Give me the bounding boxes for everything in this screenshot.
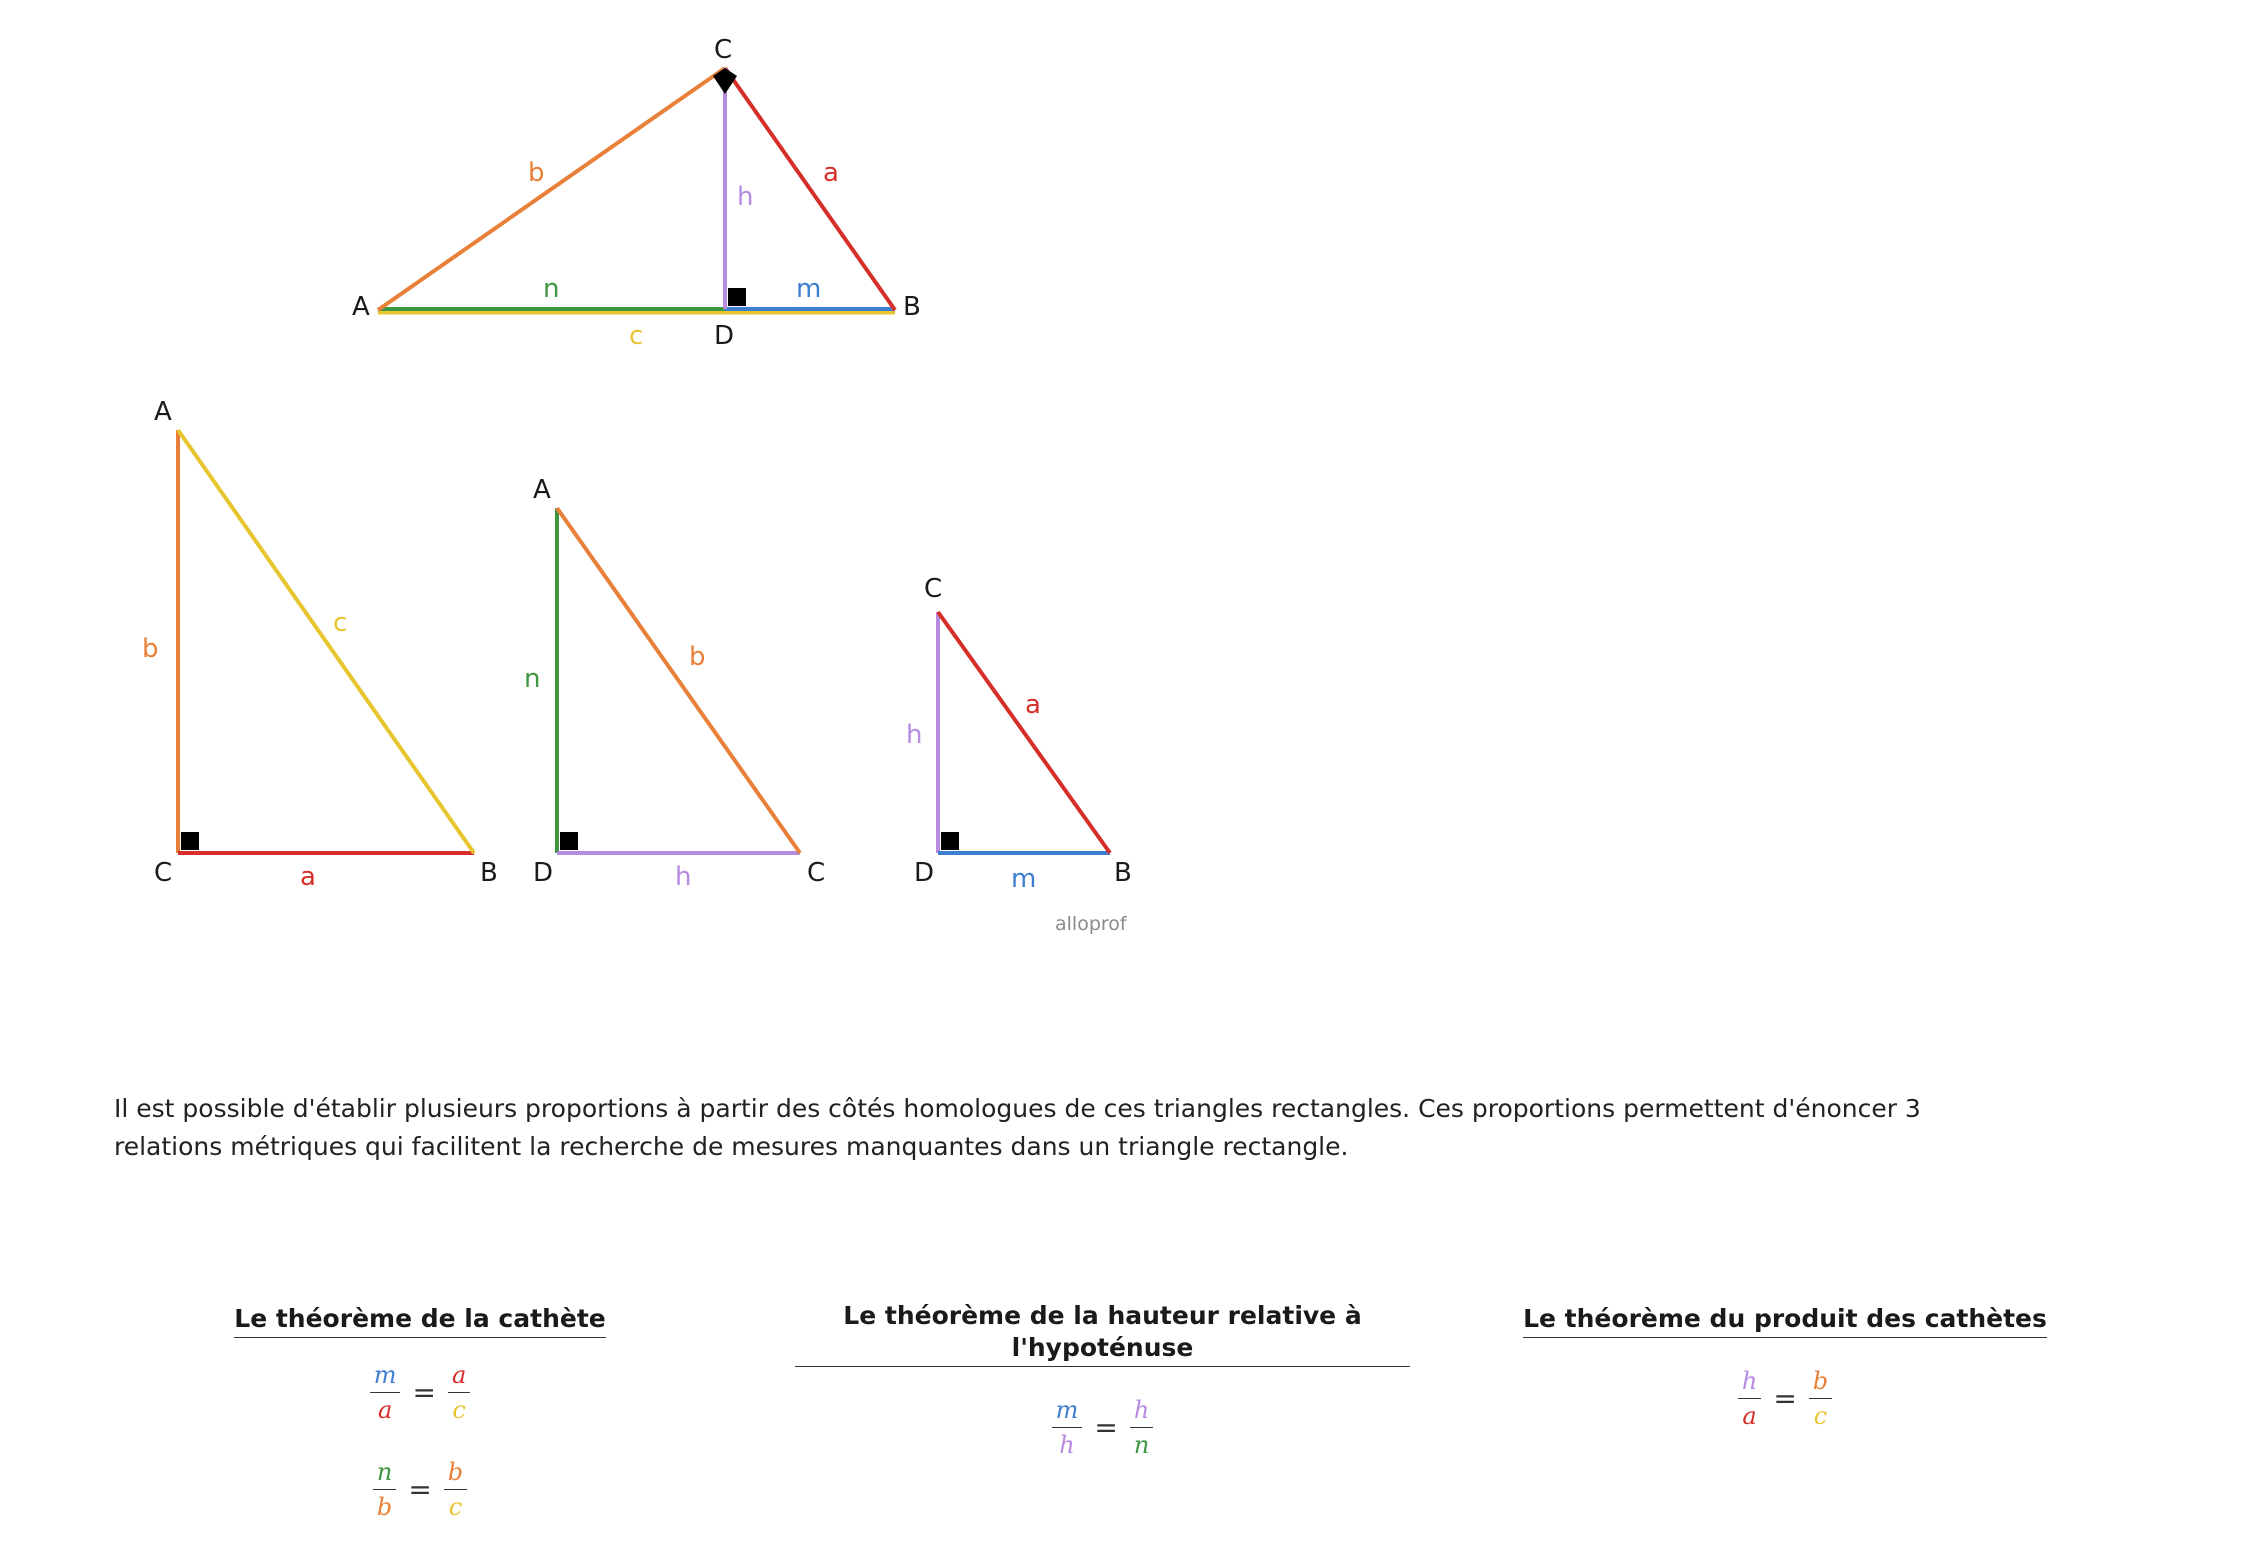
vertex-label-a: A xyxy=(352,292,370,322)
formula-block xyxy=(1520,1366,2050,1431)
formula-block xyxy=(200,1457,640,1522)
formula-n-b-equals-b-c: $\frac{n}{b}$ = $\frac{b}{c}$ xyxy=(369,1457,471,1522)
fraction-right: $\frac{b}{c}$ xyxy=(1809,1366,1832,1431)
side-label-c: c xyxy=(333,608,348,638)
fraction-right: $\frac{a}{c}$ xyxy=(448,1360,470,1425)
fraction-left: $\frac{m}{h}$ xyxy=(1052,1395,1083,1460)
fraction-right: $\frac{h}{n}$ xyxy=(1130,1395,1153,1460)
vertex-label-d: D xyxy=(714,321,735,351)
side-label-n: n xyxy=(543,274,560,304)
side-label-b: b xyxy=(528,158,545,188)
fraction-right: $\frac{b}{c}$ xyxy=(444,1457,467,1522)
right-angle-marker xyxy=(941,832,959,850)
theorem-cathete xyxy=(200,1303,640,1522)
theorem-title: Le théorème de la cathète xyxy=(234,1303,605,1338)
formula-m-h-equals-h-n: $\frac{m}{h}$ = $\frac{h}{n}$ xyxy=(1048,1395,1158,1460)
alloprof-watermark: alloprof xyxy=(1055,913,1127,935)
side-label-m: m xyxy=(796,274,822,304)
side-label-b: b xyxy=(689,642,706,672)
side-b-line xyxy=(557,508,800,853)
vertex-label-a: A xyxy=(154,397,172,427)
formula-h-a-equals-b-c: $\frac{h}{a}$ = $\frac{b}{c}$ xyxy=(1734,1366,1836,1431)
side-label-h: h xyxy=(737,182,754,212)
formula-m-a-equals-a-c: $\frac{m}{a}$ = $\frac{a}{c}$ xyxy=(366,1360,475,1425)
theorem-produit-catheses xyxy=(1520,1303,2050,1431)
vertex-label-c: C xyxy=(807,858,826,888)
side-label-a: a xyxy=(300,862,316,892)
side-label-c: c xyxy=(629,321,644,351)
vertex-label-d: D xyxy=(533,858,554,888)
vertex-label-a: A xyxy=(533,475,551,505)
formula-block xyxy=(795,1395,1410,1460)
side-label-n: n xyxy=(524,664,541,694)
formula-block xyxy=(200,1360,640,1425)
side-label-a: a xyxy=(1025,690,1041,720)
fraction-left: $\frac{h}{a}$ xyxy=(1738,1366,1761,1431)
theorem-hauteur xyxy=(795,1300,1410,1460)
side-a-line xyxy=(938,612,1110,853)
fraction-left: $\frac{n}{b}$ xyxy=(373,1457,396,1522)
side-label-a: a xyxy=(823,158,839,188)
triangle-acb xyxy=(142,397,498,892)
side-label-m: m xyxy=(1011,864,1037,894)
side-label-b: b xyxy=(142,634,159,664)
fraction-left: $\frac{m}{a}$ xyxy=(370,1360,401,1425)
side-c-line xyxy=(178,430,474,853)
main-triangle xyxy=(352,35,921,351)
triangle-adc xyxy=(524,475,825,892)
triangle-cdb xyxy=(906,574,1132,894)
vertex-label-c: C xyxy=(714,35,733,65)
intro-paragraph: Il est possible d'établir plusieurs proportions à partir des côtés homologues de ces triangles rectangles. Ces proportions permettent d'énoncer 3 relations métriques qui facilitent la recherche de mesures manquantes dans un triangle rectangle. xyxy=(114,1094,1921,1161)
vertex-label-c: C xyxy=(154,858,173,888)
vertex-label-c: C xyxy=(924,574,943,604)
right-angle-marker-d xyxy=(728,288,746,306)
right-angle-marker xyxy=(560,832,578,850)
vertex-label-b: B xyxy=(480,858,498,888)
theorem-title: Le théorème de la hauteur relative à l'hypoténuse xyxy=(795,1300,1410,1367)
vertex-label-b: B xyxy=(903,292,921,322)
vertex-label-d: D xyxy=(914,858,935,888)
theorem-title: Le théorème du produit des cathètes xyxy=(1523,1303,2047,1338)
vertex-label-b: B xyxy=(1114,858,1132,888)
side-label-h: h xyxy=(675,862,692,892)
side-label-h: h xyxy=(906,720,923,750)
right-angle-marker xyxy=(181,832,199,850)
